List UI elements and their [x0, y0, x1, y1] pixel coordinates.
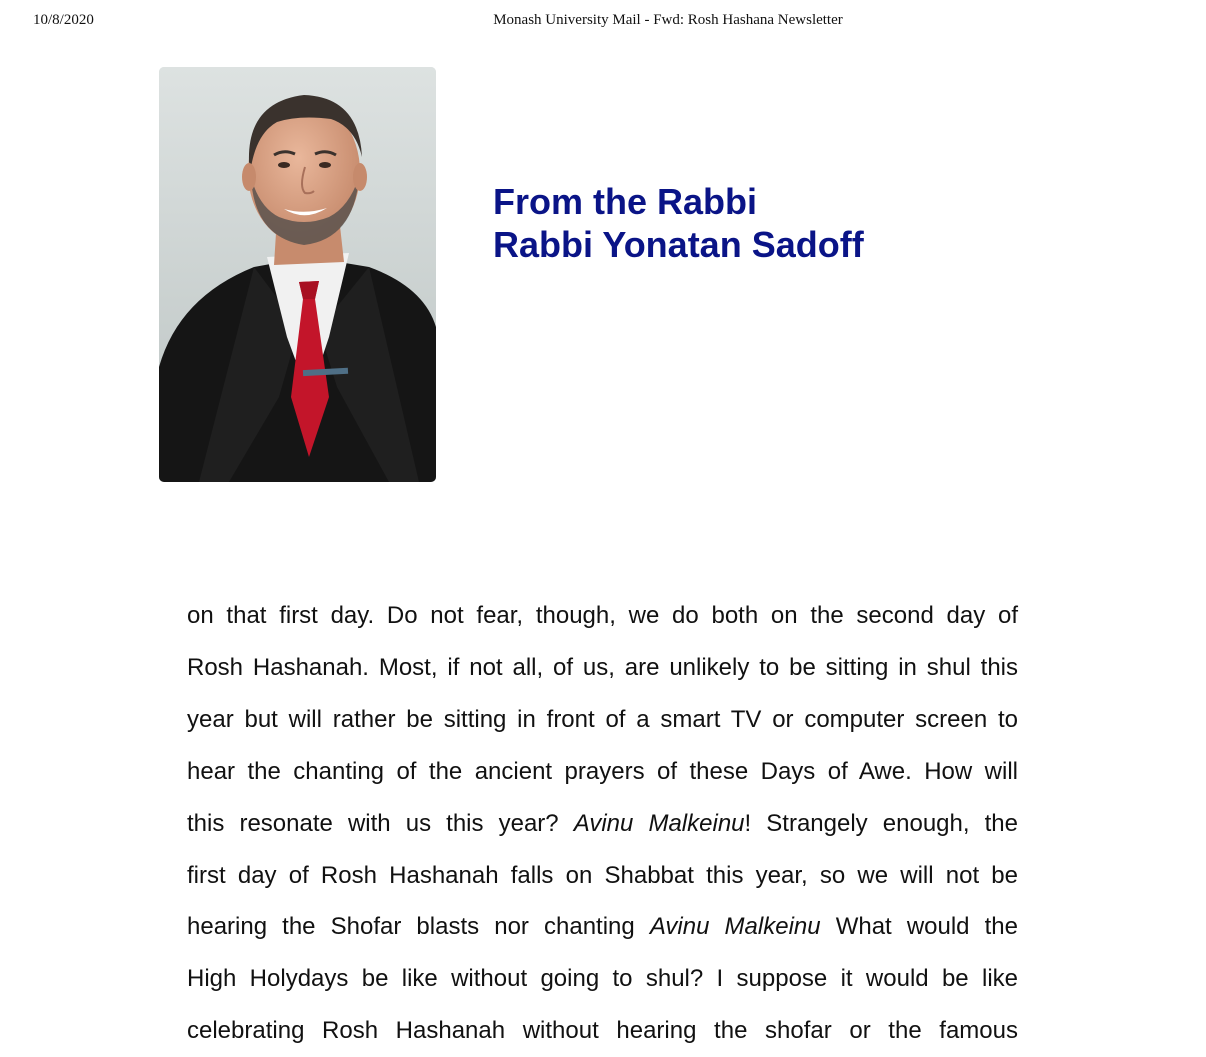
print-header	[0, 12, 1206, 32]
body-text-line	[187, 694, 1018, 746]
heading-line-rabbi-name: Rabbi Yonatan Sadoff	[493, 224, 864, 265]
body-text-line	[187, 798, 1018, 850]
text-run: High Holydays be like without going to shul? I suppose it would be like	[187, 965, 1018, 993]
body-text-line	[187, 642, 1018, 694]
text-run: this resonate with us this year?	[187, 809, 574, 837]
print-date: 10/8/2020	[33, 12, 94, 28]
body-text-line	[187, 901, 1018, 953]
body-text-line	[187, 590, 1018, 642]
text-run: ! Strangely enough, the	[744, 809, 1018, 837]
text-run: year but will rather be sitting in front of a smart TV or computer screen to	[187, 705, 1018, 733]
heading-line-from-the-rabbi: From the Rabbi	[493, 181, 758, 222]
text-run: first day of Rosh Hashanah falls on Shabbat this year, so we will not be	[187, 861, 1018, 889]
print-title: Monash University Mail - Fwd: Rosh Hashana Newsletter	[493, 12, 843, 28]
text-run: What would the	[820, 913, 1018, 941]
newsletter-body-text	[187, 590, 1018, 1057]
body-text-line	[187, 746, 1018, 798]
body-text-line	[187, 1005, 1018, 1057]
section-heading	[493, 180, 864, 266]
text-run: on that first day. Do not fear, though, we do both on the second day of	[187, 602, 1018, 629]
rabbi-portrait-photo	[159, 67, 436, 482]
text-run: hear the chanting of the ancient prayers of these Days of Awe. How will	[187, 757, 1018, 785]
italic-phrase: Avinu Malkeinu	[573, 809, 745, 837]
text-run: hearing the Shofar blasts nor chanting	[187, 913, 650, 941]
body-text-line	[187, 850, 1018, 902]
text-run: celebrating Rosh Hashanah without hearing the shofar or the famous	[187, 1017, 1018, 1045]
body-text-line	[187, 953, 1018, 1005]
italic-phrase: Avinu Malkeinu	[649, 913, 821, 941]
text-run: Rosh Hashanah. Most, if not all, of us, are unlikely to be sitting in shul this	[187, 653, 1018, 681]
portrait-illustration	[159, 67, 436, 482]
